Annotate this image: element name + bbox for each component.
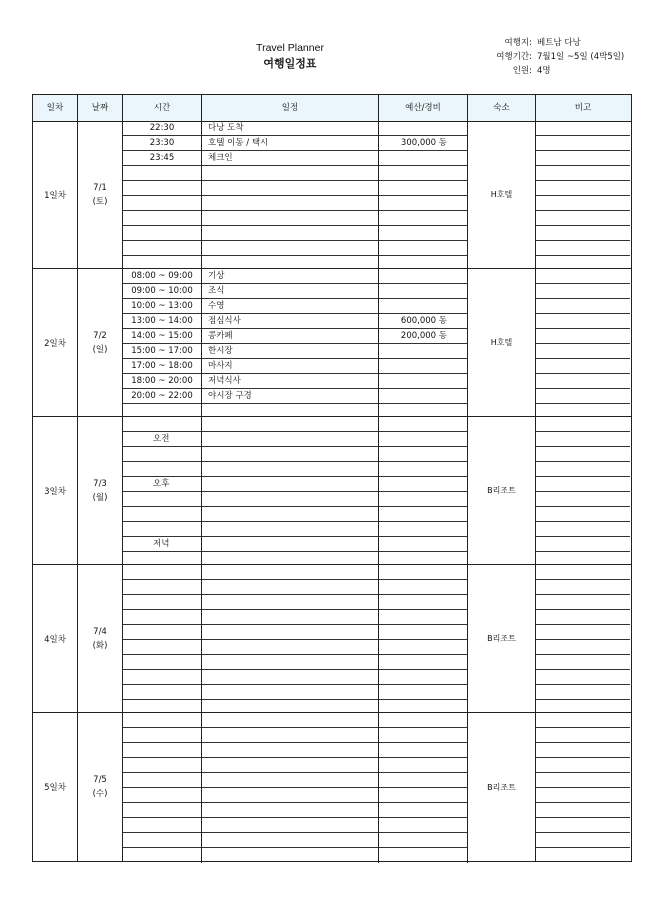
date-cell (78, 269, 123, 416)
time-cell[interactable] (123, 181, 202, 196)
notes-cell[interactable] (536, 284, 630, 299)
budget-cell[interactable] (379, 241, 468, 256)
budget-cell[interactable] (379, 432, 468, 447)
time-cell[interactable] (123, 211, 202, 226)
schedule-cell[interactable] (202, 818, 379, 833)
schedule-row (123, 728, 468, 743)
notes-cell[interactable] (536, 417, 630, 432)
schedule-cell[interactable] (202, 241, 379, 256)
budget-cell[interactable] (379, 565, 468, 580)
schedule-row (123, 299, 468, 314)
budget-cell[interactable] (379, 522, 468, 537)
schedule-cell[interactable] (202, 685, 379, 700)
header-schedule: 일정 (202, 95, 379, 121)
schedule-row (123, 181, 468, 196)
notes-column (536, 713, 630, 861)
schedule-cell[interactable] (202, 211, 379, 226)
time-cell[interactable] (123, 522, 202, 537)
lodging-cell: B리조트 (468, 417, 536, 564)
budget-cell[interactable] (379, 743, 468, 758)
schedule-row (123, 670, 468, 685)
info-value: 7월1일 ~5일 (4박5일) (537, 52, 625, 62)
info-label: 인원: (512, 66, 532, 76)
schedule-row (123, 389, 468, 404)
schedule-cell[interactable] (202, 492, 379, 507)
schedule-cell[interactable]: 점심식사 (202, 314, 379, 329)
schedule-cell[interactable] (202, 803, 379, 818)
time-cell[interactable] (123, 713, 202, 728)
schedule-row (123, 833, 468, 848)
budget-cell[interactable] (379, 284, 468, 299)
notes-cell[interactable] (536, 507, 630, 522)
day-block (33, 121, 631, 269)
time-cell[interactable]: 15:00 ~ 17:00 (123, 344, 202, 359)
notes-cell[interactable] (536, 166, 630, 181)
budget-cell[interactable] (379, 462, 468, 477)
schedule-cell[interactable] (202, 580, 379, 595)
date-cell (78, 121, 123, 268)
time-cell[interactable] (123, 728, 202, 743)
budget-cell[interactable]: 600,000 동 (379, 314, 468, 329)
weekday-value: (월) (92, 492, 108, 503)
time-cell[interactable] (123, 565, 202, 580)
schedule-row (123, 284, 468, 299)
notes-cell[interactable] (536, 389, 630, 404)
trip-info (470, 36, 640, 78)
header-budget: 예산/경비 (379, 95, 468, 121)
time-cell[interactable]: 09:00 ~ 10:00 (123, 284, 202, 299)
schedule-cell[interactable]: 호텔 이동 / 택시 (202, 136, 379, 151)
time-cell[interactable] (123, 655, 202, 670)
time-cell[interactable]: 23:30 (123, 136, 202, 151)
budget-cell[interactable] (379, 758, 468, 773)
schedule-cell[interactable] (202, 625, 379, 640)
notes-cell[interactable] (536, 818, 630, 833)
schedule-cell[interactable]: 야시장 구경 (202, 389, 379, 404)
header-notes: 비고 (574, 103, 592, 113)
schedule-row (123, 580, 468, 595)
schedule-cell[interactable] (202, 537, 379, 552)
budget-cell[interactable] (379, 166, 468, 181)
schedule-row (123, 136, 468, 151)
budget-cell[interactable] (379, 537, 468, 552)
time-cell[interactable]: 18:00 ~ 20:00 (123, 374, 202, 389)
info-row-destination (470, 36, 640, 50)
schedule-row (123, 595, 468, 610)
day-block (33, 417, 631, 565)
time-cell[interactable] (123, 833, 202, 848)
lodging-cell: H호텔 (468, 121, 536, 268)
schedule-cell[interactable] (202, 728, 379, 743)
weekday-value: (일) (92, 344, 108, 355)
info-value: 4명 (537, 66, 551, 76)
time-cell[interactable] (123, 196, 202, 211)
schedule-cell[interactable] (202, 773, 379, 788)
notes-cell[interactable] (536, 595, 630, 610)
time-cell[interactable]: 17:00 ~ 18:00 (123, 359, 202, 374)
time-cell[interactable]: 13:00 ~ 14:00 (123, 314, 202, 329)
schedule-cell[interactable]: 다낭 도착 (202, 121, 379, 136)
time-cell[interactable] (123, 818, 202, 833)
notes-cell[interactable] (536, 181, 630, 196)
schedule-row (123, 447, 468, 462)
time-cell[interactable] (123, 743, 202, 758)
schedule-row (123, 432, 468, 447)
schedule-cell[interactable] (202, 788, 379, 803)
budget-cell[interactable] (379, 788, 468, 803)
day-label: 3일차 (33, 417, 78, 564)
budget-cell[interactable] (379, 196, 468, 211)
time-cell[interactable] (123, 447, 202, 462)
notes-cell[interactable] (536, 580, 630, 595)
budget-cell[interactable] (379, 833, 468, 848)
schedule-row (123, 344, 468, 359)
budget-cell[interactable]: 300,000 동 (379, 136, 468, 151)
schedule-cell[interactable] (202, 743, 379, 758)
lodging-cell: B리조트 (468, 713, 536, 861)
day-block (33, 565, 631, 713)
schedule-row (123, 166, 468, 181)
notes-cell[interactable] (536, 788, 630, 803)
schedule-cell[interactable] (202, 640, 379, 655)
time-cell[interactable]: 08:00 ~ 09:00 (123, 269, 202, 284)
notes-cell[interactable] (536, 492, 630, 507)
notes-column (536, 565, 630, 712)
budget-cell[interactable] (379, 580, 468, 595)
schedule-row (123, 462, 468, 477)
notes-cell[interactable] (536, 447, 630, 462)
date-cell (78, 565, 123, 712)
time-cell[interactable]: 14:00 ~ 15:00 (123, 329, 202, 344)
weekday-value: (화) (92, 640, 108, 651)
day-block (33, 713, 631, 861)
info-row-period (470, 50, 640, 64)
schedule-row (123, 565, 468, 580)
schedule-row (123, 477, 468, 492)
schedule-row (123, 492, 468, 507)
lodging-cell: H호텔 (468, 269, 536, 416)
time-cell[interactable]: 오전 (123, 432, 202, 447)
notes-column (536, 121, 630, 268)
notes-cell[interactable] (536, 374, 630, 389)
budget-cell[interactable] (379, 344, 468, 359)
notes-cell[interactable] (536, 344, 630, 359)
time-cell[interactable]: 오후 (123, 477, 202, 492)
time-cell[interactable] (123, 803, 202, 818)
schedule-cell[interactable] (202, 848, 379, 863)
budget-cell[interactable] (379, 728, 468, 743)
header-time: 시간 (123, 95, 202, 121)
header-day: 일차 (33, 95, 78, 121)
time-cell[interactable]: 10:00 ~ 13:00 (123, 299, 202, 314)
schedule-row (123, 758, 468, 773)
budget-cell[interactable] (379, 374, 468, 389)
budget-cell[interactable]: 200,000 동 (379, 329, 468, 344)
time-cell[interactable] (123, 670, 202, 685)
time-cell[interactable]: 23:45 (123, 151, 202, 166)
notes-cell[interactable] (536, 432, 630, 447)
notes-cell[interactable] (536, 833, 630, 848)
schedule-row (123, 151, 468, 166)
time-cell[interactable]: 22:30 (123, 121, 202, 136)
day-label: 4일차 (33, 565, 78, 712)
notes-column (536, 417, 630, 564)
header-lodging: 숙소 (468, 95, 536, 121)
schedule-cell[interactable] (202, 565, 379, 580)
notes-cell[interactable] (536, 655, 630, 670)
budget-cell[interactable] (379, 848, 468, 863)
notes-cell[interactable] (536, 226, 630, 241)
date-value: 7/3 (93, 478, 107, 489)
notes-cell[interactable] (536, 211, 630, 226)
schedule-row (123, 788, 468, 803)
time-cell[interactable] (123, 492, 202, 507)
itinerary-table (32, 94, 632, 862)
schedule-cell[interactable] (202, 610, 379, 625)
notes-cell[interactable] (536, 713, 630, 728)
budget-cell[interactable] (379, 625, 468, 640)
schedule-cell[interactable] (202, 462, 379, 477)
notes-cell[interactable] (536, 610, 630, 625)
schedule-cell[interactable]: 조식 (202, 284, 379, 299)
schedule-cell[interactable] (202, 833, 379, 848)
budget-cell[interactable] (379, 655, 468, 670)
schedule-cell[interactable] (202, 758, 379, 773)
time-cell[interactable] (123, 640, 202, 655)
header-date: 날짜 (78, 95, 123, 121)
notes-cell[interactable] (536, 670, 630, 685)
budget-cell[interactable] (379, 507, 468, 522)
schedule-row (123, 211, 468, 226)
budget-cell[interactable] (379, 640, 468, 655)
info-row-people (470, 64, 640, 78)
date-value: 7/1 (93, 182, 107, 193)
budget-cell[interactable] (379, 713, 468, 728)
schedule-row (123, 625, 468, 640)
day-label: 2일차 (33, 269, 78, 416)
time-cell[interactable] (123, 241, 202, 256)
date-value: 7/2 (93, 330, 107, 341)
schedule-cell[interactable]: 수영 (202, 299, 379, 314)
schedule-cell[interactable] (202, 713, 379, 728)
schedule-row (123, 329, 468, 344)
time-cell[interactable]: 저녁 (123, 537, 202, 552)
schedule-row (123, 640, 468, 655)
schedule-cell[interactable] (202, 196, 379, 211)
notes-cell[interactable] (536, 773, 630, 788)
schedule-row (123, 537, 468, 552)
schedule-cell[interactable] (202, 522, 379, 537)
budget-cell[interactable] (379, 610, 468, 625)
notes-cell[interactable] (536, 241, 630, 256)
schedule-cell[interactable] (202, 670, 379, 685)
budget-cell[interactable] (379, 417, 468, 432)
time-cell[interactable] (123, 166, 202, 181)
budget-cell[interactable] (379, 492, 468, 507)
budget-cell[interactable] (379, 359, 468, 374)
document-title-en: Travel Planner (256, 42, 324, 54)
schedule-cell[interactable] (202, 655, 379, 670)
budget-cell[interactable] (379, 389, 468, 404)
time-cell[interactable] (123, 595, 202, 610)
schedule-cell[interactable]: 저녁식사 (202, 374, 379, 389)
notes-cell[interactable] (536, 537, 630, 552)
time-cell[interactable] (123, 848, 202, 863)
notes-cell[interactable] (536, 640, 630, 655)
document-title-ko: 여행일정표 (263, 57, 317, 70)
time-cell[interactable] (123, 625, 202, 640)
schedule-row (123, 848, 468, 863)
schedule-row (123, 610, 468, 625)
schedule-cell[interactable]: 기상 (202, 269, 379, 284)
schedule-row (123, 773, 468, 788)
notes-cell[interactable] (536, 522, 630, 537)
title-block (200, 42, 380, 71)
schedule-row (123, 803, 468, 818)
schedule-cell[interactable] (202, 432, 379, 447)
budget-cell[interactable] (379, 803, 468, 818)
date-cell (78, 417, 123, 564)
budget-cell[interactable] (379, 818, 468, 833)
schedule-row (123, 121, 468, 136)
time-cell[interactable] (123, 507, 202, 522)
schedule-cell[interactable] (202, 417, 379, 432)
budget-cell[interactable] (379, 773, 468, 788)
notes-column (536, 269, 630, 416)
notes-cell[interactable] (536, 136, 630, 151)
notes-cell[interactable] (536, 269, 630, 284)
schedule-row (123, 743, 468, 758)
time-cell[interactable] (123, 788, 202, 803)
notes-cell[interactable] (536, 685, 630, 700)
table-header-row (33, 95, 631, 122)
notes-cell[interactable] (536, 848, 630, 863)
schedule-cell[interactable] (202, 507, 379, 522)
budget-cell[interactable] (379, 477, 468, 492)
budget-cell[interactable] (379, 685, 468, 700)
day-label: 1일차 (33, 121, 78, 268)
schedule-cell[interactable] (202, 181, 379, 196)
time-cell[interactable] (123, 417, 202, 432)
schedule-cell[interactable] (202, 595, 379, 610)
budget-cell[interactable] (379, 269, 468, 284)
budget-cell[interactable] (379, 151, 468, 166)
time-cell[interactable] (123, 685, 202, 700)
time-cell[interactable]: 20:00 ~ 22:00 (123, 389, 202, 404)
notes-cell[interactable] (536, 477, 630, 492)
date-cell (78, 713, 123, 861)
budget-cell[interactable] (379, 595, 468, 610)
day-label: 5일차 (33, 713, 78, 861)
schedule-cell[interactable]: 콩카페 (202, 329, 379, 344)
schedule-cell[interactable] (202, 166, 379, 181)
schedule-row (123, 522, 468, 537)
schedule-cell[interactable] (202, 226, 379, 241)
notes-cell[interactable] (536, 625, 630, 640)
schedule-row (123, 314, 468, 329)
schedule-row (123, 226, 468, 241)
budget-cell[interactable] (379, 447, 468, 462)
notes-cell[interactable] (536, 299, 630, 314)
date-value: 7/5 (93, 775, 107, 785)
schedule-row (123, 713, 468, 728)
schedule-row (123, 685, 468, 700)
time-cell[interactable] (123, 610, 202, 625)
schedule-row (123, 507, 468, 522)
schedule-row (123, 269, 468, 284)
notes-cell[interactable] (536, 758, 630, 773)
notes-cell[interactable] (536, 803, 630, 818)
weekday-value: (수) (92, 789, 108, 799)
schedule-row (123, 359, 468, 374)
budget-cell[interactable] (379, 299, 468, 314)
schedule-row (123, 241, 468, 256)
notes-cell[interactable] (536, 565, 630, 580)
budget-cell[interactable] (379, 670, 468, 685)
budget-cell[interactable] (379, 211, 468, 226)
time-cell[interactable] (123, 758, 202, 773)
schedule-cell[interactable] (202, 477, 379, 492)
notes-cell[interactable] (536, 196, 630, 211)
schedule-row (123, 818, 468, 833)
weekday-value: (토) (92, 196, 108, 207)
notes-cell[interactable] (536, 314, 630, 329)
budget-cell[interactable] (379, 181, 468, 196)
notes-cell[interactable] (536, 743, 630, 758)
schedule-row (123, 374, 468, 389)
notes-cell[interactable] (536, 359, 630, 374)
date-value: 7/4 (93, 626, 107, 637)
time-cell[interactable] (123, 773, 202, 788)
schedule-cell[interactable] (202, 447, 379, 462)
schedule-cell[interactable]: 마사지 (202, 359, 379, 374)
budget-cell[interactable] (379, 226, 468, 241)
lodging-cell: B리조트 (468, 565, 536, 712)
day-block (33, 269, 631, 417)
schedule-row (123, 655, 468, 670)
info-value: 베트남 다낭 (537, 38, 581, 48)
schedule-cell[interactable]: 한시장 (202, 344, 379, 359)
schedule-row (123, 196, 468, 211)
schedule-row (123, 417, 468, 432)
notes-cell[interactable] (536, 329, 630, 344)
notes-cell[interactable] (536, 121, 630, 136)
notes-cell[interactable] (536, 728, 630, 743)
time-cell[interactable] (123, 462, 202, 477)
notes-cell[interactable] (536, 462, 630, 477)
info-label: 여행지: (504, 38, 532, 48)
info-label: 여행기간: (496, 52, 532, 62)
notes-cell[interactable] (536, 151, 630, 166)
time-cell[interactable] (123, 226, 202, 241)
time-cell[interactable] (123, 580, 202, 595)
schedule-cell[interactable]: 체크인 (202, 151, 379, 166)
budget-cell[interactable] (379, 121, 468, 136)
